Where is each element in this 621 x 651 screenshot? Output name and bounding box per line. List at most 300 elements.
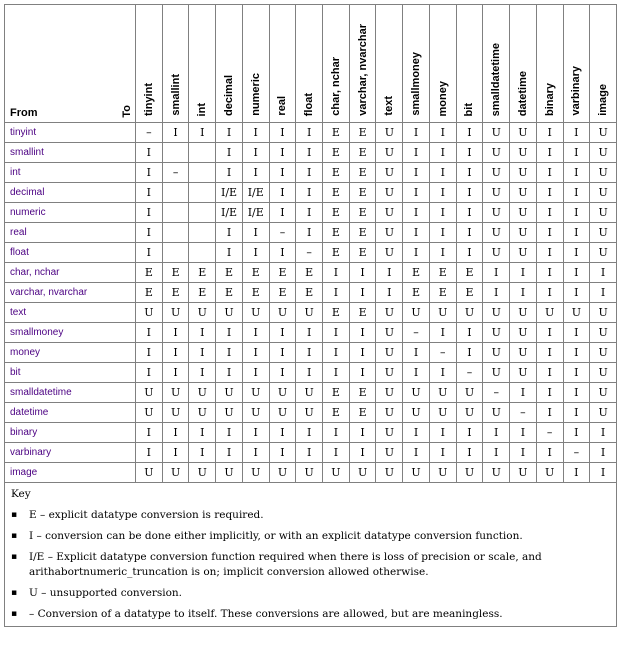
column-header-label: smallint (169, 74, 182, 116)
conversion-cell: U (483, 163, 510, 183)
conversion-cell: E (189, 263, 216, 283)
conversion-cell: I (323, 263, 350, 283)
column-header (483, 5, 510, 123)
conversion-cell: E (349, 403, 376, 423)
row-label: float (5, 243, 136, 263)
conversion-cell: E (269, 263, 296, 283)
conversion-cell: I (296, 203, 323, 223)
conversion-cell: U (376, 423, 403, 443)
conversion-cell: U (590, 363, 617, 383)
conversion-cell (162, 203, 189, 223)
column-header-label: tinyint (142, 83, 155, 116)
table-row (5, 203, 617, 223)
conversion-cell: I (349, 363, 376, 383)
conversion-cell: I (429, 163, 456, 183)
conversion-cell (189, 163, 216, 183)
key-row (5, 483, 617, 627)
column-header (536, 5, 563, 123)
table-row (5, 223, 617, 243)
table-row (5, 243, 617, 263)
conversion-cell: I (456, 223, 483, 243)
conversion-cell: I (296, 123, 323, 143)
conversion-cell: U (189, 403, 216, 423)
conversion-cell: U (510, 203, 537, 223)
conversion-cell: I (536, 443, 563, 463)
conversion-cell: I (136, 183, 163, 203)
conversion-cell: I (403, 203, 430, 223)
conversion-cell: U (376, 163, 403, 183)
table-row (5, 283, 617, 303)
column-header-label: datetime (516, 70, 529, 116)
conversion-cell: U (376, 463, 403, 483)
conversion-cell: E (136, 263, 163, 283)
conversion-cell: I (456, 443, 483, 463)
conversion-cell: – (483, 383, 510, 403)
conversion-cell: I (456, 203, 483, 223)
conversion-cell: U (242, 383, 269, 403)
table-row (5, 303, 617, 323)
conversion-cell: I (403, 163, 430, 183)
conversion-cell: I (216, 323, 243, 343)
key-item-text: U – unsupported conversion. (29, 587, 183, 599)
conversion-cell: I (536, 363, 563, 383)
conversion-cell: I (296, 183, 323, 203)
conversion-cell: U (296, 463, 323, 483)
conversion-cell: I (429, 363, 456, 383)
column-header-label: varbinary (570, 66, 583, 116)
conversion-cell: I (563, 463, 590, 483)
conversion-cell: I (296, 163, 323, 183)
conversion-cell: U (429, 403, 456, 423)
conversion-cell: I (242, 443, 269, 463)
column-header (376, 5, 403, 123)
conversion-cell (162, 183, 189, 203)
column-header (563, 5, 590, 123)
conversion-cell: I (483, 443, 510, 463)
table-row (5, 123, 617, 143)
conversion-cell: I (510, 423, 537, 443)
conversion-cell: I (429, 123, 456, 143)
row-label: smallint (5, 143, 136, 163)
conversion-cell: I (296, 143, 323, 163)
conversion-cell: I (189, 123, 216, 143)
conversion-matrix-table (4, 4, 617, 627)
conversion-cell: I (429, 423, 456, 443)
conversion-cell: U (590, 203, 617, 223)
conversion-cell: E (349, 123, 376, 143)
conversion-cell: I (536, 343, 563, 363)
conversion-cell: I (269, 183, 296, 203)
conversion-cell: U (590, 183, 617, 203)
conversion-cell (189, 243, 216, 263)
conversion-cell: U (483, 123, 510, 143)
column-header (216, 5, 243, 123)
key-item-text: I/E – Explicit datatype conversion function required when there is loss of precision or scale, and arithabortnumeric_truncation is on; implicit conversion allowed otherwise. (29, 551, 542, 578)
conversion-cell: I (216, 443, 243, 463)
conversion-cell: U (403, 303, 430, 323)
conversion-cell: I (216, 243, 243, 263)
bullet-icon: ▪ (11, 609, 18, 619)
conversion-cell: U (376, 143, 403, 163)
conversion-cell: I (242, 343, 269, 363)
conversion-cell: I (429, 223, 456, 243)
conversion-cell: U (483, 143, 510, 163)
conversion-cell (162, 143, 189, 163)
conversion-cell: I (403, 443, 430, 463)
conversion-cell: I (429, 443, 456, 463)
conversion-cell: I (456, 123, 483, 143)
row-label: datetime (5, 403, 136, 423)
conversion-cell: U (376, 123, 403, 143)
conversion-cell: I (563, 403, 590, 423)
conversion-cell: E (349, 183, 376, 203)
conversion-cell: I (189, 323, 216, 343)
conversion-cell: E (349, 203, 376, 223)
conversion-cell: E (323, 183, 350, 203)
column-header-label: text (383, 96, 396, 116)
conversion-cell: I (296, 363, 323, 383)
conversion-cell: I (323, 283, 350, 303)
conversion-cell: I (376, 283, 403, 303)
conversion-cell: U (216, 463, 243, 483)
conversion-cell: I (242, 123, 269, 143)
conversion-cell: U (349, 463, 376, 483)
conversion-cell: U (510, 183, 537, 203)
conversion-cell: U (376, 403, 403, 423)
conversion-cell: U (429, 303, 456, 323)
conversion-cell: E (323, 223, 350, 243)
row-label: real (5, 223, 136, 243)
key-item-text: – Conversion of a datatype to itself. These conversions are allowed, but are meaningless. (29, 608, 503, 620)
row-label: bit (5, 363, 136, 383)
conversion-cell: I (136, 323, 163, 343)
conversion-cell: U (510, 223, 537, 243)
conversion-cell: I (536, 243, 563, 263)
row-label: smallmoney (5, 323, 136, 343)
conversion-cell: – (563, 443, 590, 463)
key-list (11, 508, 610, 622)
conversion-cell: U (536, 303, 563, 323)
conversion-cell: I (456, 183, 483, 203)
column-header-label: image (597, 84, 610, 116)
table-row (5, 443, 617, 463)
conversion-cell: – (136, 123, 163, 143)
to-label: To (121, 105, 133, 118)
conversion-cell: I (296, 423, 323, 443)
conversion-cell: U (510, 243, 537, 263)
conversion-cell: E (403, 283, 430, 303)
conversion-cell: U (483, 243, 510, 263)
conversion-cell: U (483, 463, 510, 483)
conversion-cell: I (536, 123, 563, 143)
conversion-cell: I (323, 343, 350, 363)
conversion-cell: U (296, 303, 323, 323)
conversion-cell: U (376, 383, 403, 403)
conversion-cell: I (269, 323, 296, 343)
conversion-cell: U (456, 383, 483, 403)
conversion-cell: I (536, 143, 563, 163)
conversion-cell: I (216, 343, 243, 363)
conversion-cell: E (323, 243, 350, 263)
conversion-cell: U (323, 463, 350, 483)
key-item (11, 586, 610, 601)
conversion-cell: I (510, 383, 537, 403)
column-header (189, 5, 216, 123)
conversion-cell: E (323, 403, 350, 423)
conversion-cell (162, 243, 189, 263)
conversion-cell: I (563, 423, 590, 443)
conversion-cell: I (510, 283, 537, 303)
conversion-cell: I (136, 163, 163, 183)
conversion-cell: I (162, 343, 189, 363)
conversion-cell: I (536, 163, 563, 183)
conversion-cell: U (162, 403, 189, 423)
conversion-cell: I (189, 343, 216, 363)
conversion-cell: I (216, 143, 243, 163)
conversion-cell: U (269, 463, 296, 483)
row-label: int (5, 163, 136, 183)
bullet-icon: ▪ (11, 531, 18, 541)
conversion-cell: I (136, 343, 163, 363)
conversion-cell: E (296, 283, 323, 303)
conversion-cell: U (483, 343, 510, 363)
conversion-cell (162, 223, 189, 243)
conversion-cell: E (269, 283, 296, 303)
conversion-cell: – (456, 363, 483, 383)
conversion-cell: I (349, 443, 376, 463)
column-header (269, 5, 296, 123)
conversion-cell: I (563, 143, 590, 163)
column-header-label: money (436, 80, 449, 116)
corner-header (5, 5, 136, 123)
conversion-cell: I (349, 263, 376, 283)
conversion-cell: E (323, 383, 350, 403)
conversion-cell: U (403, 403, 430, 423)
column-header (456, 5, 483, 123)
conversion-cell: I (269, 123, 296, 143)
conversion-cell: I (296, 443, 323, 463)
conversion-cell: I (269, 243, 296, 263)
conversion-cell: I (136, 443, 163, 463)
conversion-cell: I (269, 203, 296, 223)
column-header-label: bit (463, 102, 476, 116)
conversion-cell: I (136, 243, 163, 263)
conversion-cell: U (242, 403, 269, 423)
conversion-cell: U (269, 303, 296, 323)
conversion-cell: I (216, 163, 243, 183)
conversion-cell: U (376, 303, 403, 323)
column-header-label: numeric (249, 73, 262, 116)
conversion-cell: U (136, 463, 163, 483)
column-header (242, 5, 269, 123)
conversion-cell: U (590, 323, 617, 343)
conversion-cell: I (483, 263, 510, 283)
row-label: varchar, nvarchar (5, 283, 136, 303)
conversion-cell: I (563, 163, 590, 183)
conversion-cell: I (563, 263, 590, 283)
conversion-cell: U (189, 383, 216, 403)
header-row (5, 5, 617, 123)
key-item (11, 607, 610, 622)
column-header (429, 5, 456, 123)
conversion-cell: I (269, 423, 296, 443)
conversion-cell: U (429, 383, 456, 403)
conversion-cell: I (563, 183, 590, 203)
row-label: decimal (5, 183, 136, 203)
conversion-cell: I (189, 363, 216, 383)
conversion-cell: I (563, 283, 590, 303)
conversion-cell: U (189, 303, 216, 323)
from-label: From (10, 107, 38, 119)
key-item (11, 529, 610, 544)
conversion-cell: I (269, 363, 296, 383)
conversion-cell: I/E (216, 183, 243, 203)
conversion-cell: U (242, 463, 269, 483)
conversion-cell: U (403, 463, 430, 483)
conversion-cell: E (216, 283, 243, 303)
column-header-label: decimal (223, 75, 236, 116)
conversion-cell: U (376, 183, 403, 203)
conversion-cell: I (563, 203, 590, 223)
conversion-cell: I (403, 423, 430, 443)
conversion-cell: I (429, 143, 456, 163)
conversion-cell: I (590, 463, 617, 483)
conversion-cell: U (590, 243, 617, 263)
conversion-cell: E (349, 243, 376, 263)
conversion-cell: U (483, 303, 510, 323)
conversion-cell: I (563, 123, 590, 143)
key-section (5, 483, 617, 627)
conversion-cell: I (456, 343, 483, 363)
conversion-cell: U (590, 143, 617, 163)
conversion-cell: – (162, 163, 189, 183)
conversion-cell: – (510, 403, 537, 423)
conversion-cell: – (403, 323, 430, 343)
column-header (162, 5, 189, 123)
column-header-label: int (196, 102, 209, 116)
conversion-cell: I (162, 423, 189, 443)
conversion-cell: U (483, 223, 510, 243)
conversion-cell: I (403, 123, 430, 143)
conversion-cell: I (483, 423, 510, 443)
conversion-cell: I (536, 383, 563, 403)
table-row (5, 143, 617, 163)
conversion-cell: I (403, 223, 430, 243)
bullet-icon: ▪ (11, 588, 18, 598)
conversion-cell: I (349, 323, 376, 343)
conversion-cell: U (296, 383, 323, 403)
column-header (590, 5, 617, 123)
conversion-cell: U (429, 463, 456, 483)
bullet-icon: ▪ (11, 552, 18, 562)
conversion-cell: E (189, 283, 216, 303)
row-label: image (5, 463, 136, 483)
conversion-cell: U (456, 463, 483, 483)
conversion-cell: I (349, 423, 376, 443)
bullet-icon: ▪ (11, 510, 18, 520)
conversion-cell: E (429, 283, 456, 303)
conversion-cell: U (510, 303, 537, 323)
conversion-cell: U (376, 323, 403, 343)
conversion-cell: I (563, 223, 590, 243)
conversion-cell: I (403, 363, 430, 383)
table-row (5, 263, 617, 283)
conversion-cell: I (403, 243, 430, 263)
conversion-cell: I (429, 203, 456, 223)
column-header-label: float (303, 92, 316, 116)
conversion-cell: I (296, 223, 323, 243)
conversion-cell: E (349, 143, 376, 163)
conversion-cell: E (323, 123, 350, 143)
conversion-cell: I (456, 423, 483, 443)
table-row (5, 383, 617, 403)
column-header (136, 5, 163, 123)
conversion-cell: I (162, 123, 189, 143)
conversion-cell: E (456, 283, 483, 303)
conversion-cell: U (216, 403, 243, 423)
conversion-cell: I (216, 423, 243, 443)
conversion-cell: E (162, 263, 189, 283)
conversion-cell: E (323, 143, 350, 163)
conversion-cell: U (483, 363, 510, 383)
conversion-cell: E (349, 383, 376, 403)
conversion-cell: U (376, 343, 403, 363)
conversion-cell: I (242, 363, 269, 383)
conversion-cell: U (136, 303, 163, 323)
conversion-cell: I (269, 143, 296, 163)
conversion-cell: I (590, 263, 617, 283)
column-header-label: char, nchar (329, 57, 342, 116)
conversion-cell: U (510, 123, 537, 143)
conversion-cell: I (242, 423, 269, 443)
conversion-cell: U (216, 303, 243, 323)
conversion-cell: U (590, 123, 617, 143)
conversion-cell: I (456, 243, 483, 263)
conversion-cell: I (269, 163, 296, 183)
conversion-cell: E (242, 263, 269, 283)
column-header-label: real (276, 96, 289, 116)
conversion-cell: I (242, 323, 269, 343)
conversion-cell: I (590, 443, 617, 463)
conversion-cell (189, 183, 216, 203)
column-header (349, 5, 376, 123)
conversion-cell: I (590, 283, 617, 303)
conversion-cell: I (296, 323, 323, 343)
conversion-cell: I (536, 203, 563, 223)
conversion-cell: I (483, 283, 510, 303)
conversion-cell: U (590, 343, 617, 363)
conversion-cell: I (136, 423, 163, 443)
row-label: text (5, 303, 136, 323)
conversion-cell: I (242, 163, 269, 183)
conversion-cell: – (429, 343, 456, 363)
conversion-cell: U (376, 223, 403, 243)
conversion-cell: E (403, 263, 430, 283)
column-header (323, 5, 350, 123)
conversion-cell: I (563, 243, 590, 263)
conversion-cell: – (536, 423, 563, 443)
table-row (5, 463, 617, 483)
column-header (403, 5, 430, 123)
conversion-cell: – (269, 223, 296, 243)
conversion-cell: I (536, 183, 563, 203)
conversion-cell: U (136, 383, 163, 403)
conversion-cell: U (510, 323, 537, 343)
conversion-cell: U (510, 463, 537, 483)
conversion-cell: I (563, 323, 590, 343)
conversion-cell: E (323, 163, 350, 183)
conversion-cell: I (456, 323, 483, 343)
